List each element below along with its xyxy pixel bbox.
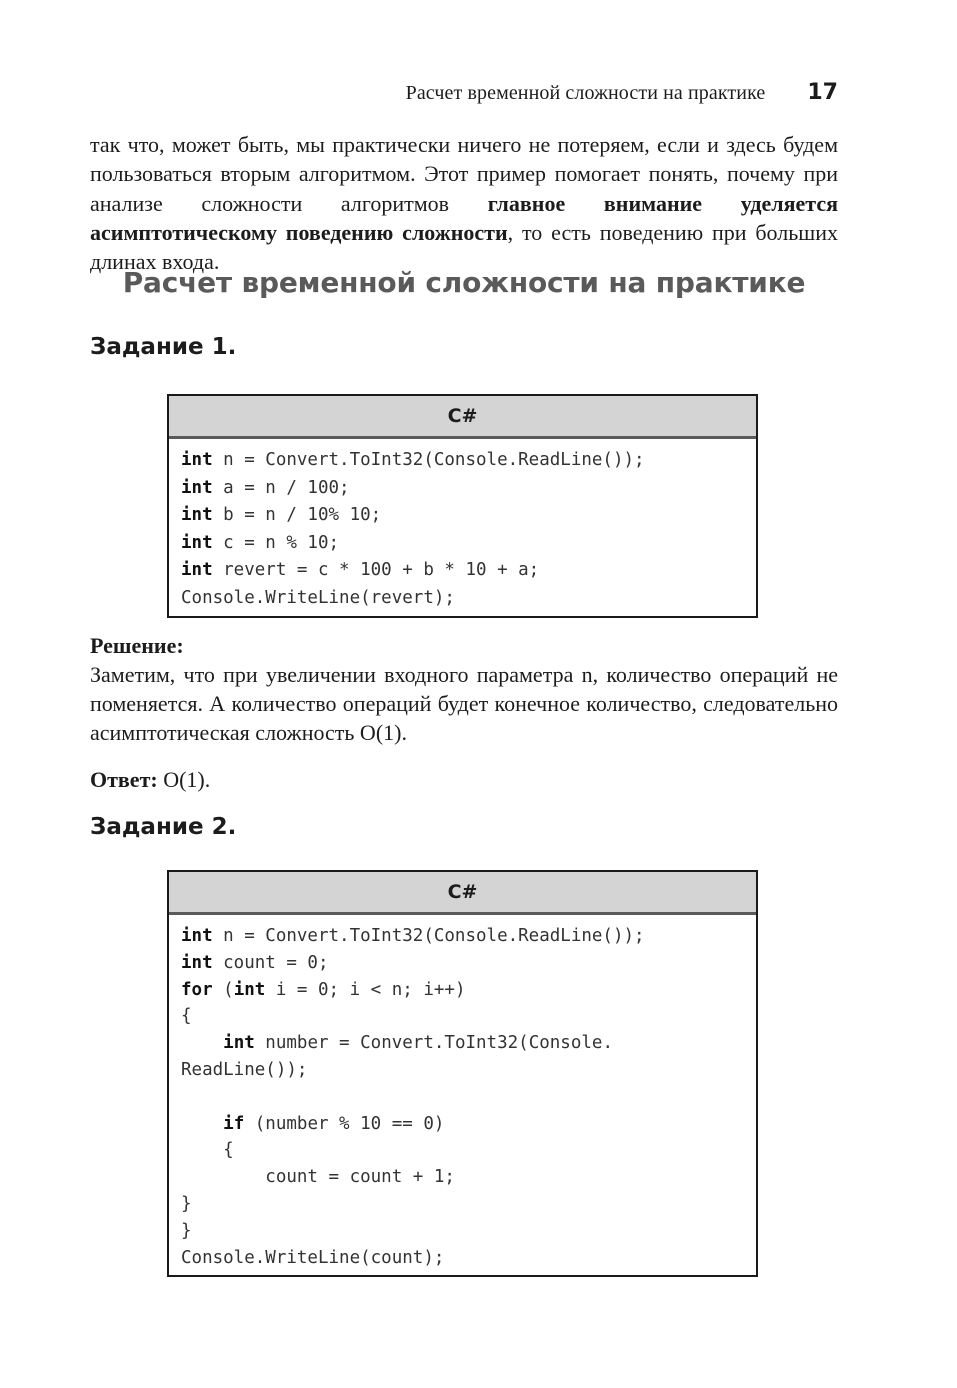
answer-line — [90, 765, 838, 794]
code-keyword: for — [181, 979, 213, 1000]
code-text: n = Convert.ToInt32(Console.ReadLine()); — [212, 926, 645, 946]
code-keyword: int — [223, 1033, 255, 1054]
code-text: { — [181, 1140, 234, 1161]
code-line — [181, 1164, 744, 1191]
code-line — [181, 923, 744, 950]
code-line — [181, 502, 744, 530]
task-1-code-box — [167, 394, 758, 618]
code-text: (number % 10 == 0) — [244, 1113, 445, 1134]
code-text: { — [181, 1006, 192, 1027]
intro-bold-text: главное внимание уделяется асимптотическому поведению сложности — [90, 190, 838, 245]
code-line — [181, 1111, 744, 1138]
answer-value: O(1). — [157, 767, 211, 792]
page-number: 17 — [807, 80, 838, 105]
code-text: } — [181, 1220, 192, 1241]
code-language-header: C# — [169, 396, 756, 439]
code-line — [181, 475, 744, 503]
code-line — [181, 1030, 744, 1057]
code-text: count = 0; — [212, 952, 329, 973]
code-line — [181, 1137, 744, 1164]
code-text: ReadLine()); — [181, 1059, 308, 1080]
code-listing — [169, 915, 756, 1275]
task-1-title: Задание 1. — [90, 334, 237, 360]
running-title: Расчет временной сложности на практике — [405, 82, 766, 104]
task-2-title: Задание 2. — [90, 814, 237, 840]
solution-label: Решение: — [90, 633, 184, 658]
code-text: a = n / 100; — [212, 477, 350, 498]
code-text — [181, 1033, 223, 1053]
solution-text: Заметим, что при увеличении входного параметра n, количество операций не поменяется. А количество операций будет конечное количество, следовательно асимптотическая сложность O(1). — [90, 662, 838, 745]
code-line — [181, 557, 744, 585]
code-keyword: int — [181, 926, 213, 946]
code-line — [181, 1057, 744, 1084]
code-text: count = count + 1; — [181, 1167, 455, 1188]
code-text: number = Convert.ToInt32(Console. — [254, 1033, 613, 1054]
code-text: ( — [212, 979, 234, 1000]
code-line — [181, 585, 744, 613]
code-line — [181, 1084, 744, 1111]
code-line — [181, 1218, 744, 1245]
code-line — [181, 977, 744, 1004]
code-text: Console.WriteLine(count); — [181, 1247, 445, 1268]
code-line — [181, 447, 744, 475]
code-keyword: int — [181, 952, 213, 973]
code-text: b = n / 10% 10; — [212, 505, 382, 525]
code-keyword: int — [181, 450, 213, 470]
intro-text-1: так что, может быть, мы практически ничего не потеряем, если и здесь будем пользоваться вторым алгоритмом. Этот пример помогает понять, почему при анализе сложности алгоритмов — [90, 132, 838, 216]
code-text: i = 0; i < n; i++) — [265, 979, 466, 1000]
code-text: Console.WriteLine(revert); — [181, 587, 455, 608]
running-head — [90, 80, 838, 105]
code-text: revert = c * 100 + b * 10 + a; — [212, 560, 540, 580]
section-title: Расчет временной сложности на практике — [122, 266, 806, 299]
code-text: n = Convert.ToInt32(Console.ReadLine()); — [212, 450, 645, 470]
code-keyword: int — [181, 477, 213, 498]
code-keyword: int — [181, 560, 213, 580]
intro-text-2: , то есть поведению при больших длинах входа. — [90, 219, 838, 275]
code-line — [181, 1191, 744, 1218]
code-line — [181, 950, 744, 977]
code-text: c = n % 10; — [212, 532, 340, 553]
code-keyword: if — [223, 1113, 245, 1134]
code-keyword: int — [233, 979, 266, 1000]
code-listing — [169, 439, 756, 616]
code-keyword: int — [181, 532, 213, 553]
code-language-header: C# — [169, 872, 756, 915]
code-line — [181, 1003, 744, 1030]
code-text — [181, 1114, 223, 1134]
code-line — [181, 1245, 744, 1272]
intro-paragraph — [90, 130, 838, 276]
code-line — [181, 530, 744, 558]
answer-label: Ответ: — [90, 767, 158, 792]
code-text: } — [181, 1193, 192, 1214]
code-keyword: int — [181, 505, 213, 525]
task-2-code-box — [167, 870, 758, 1277]
